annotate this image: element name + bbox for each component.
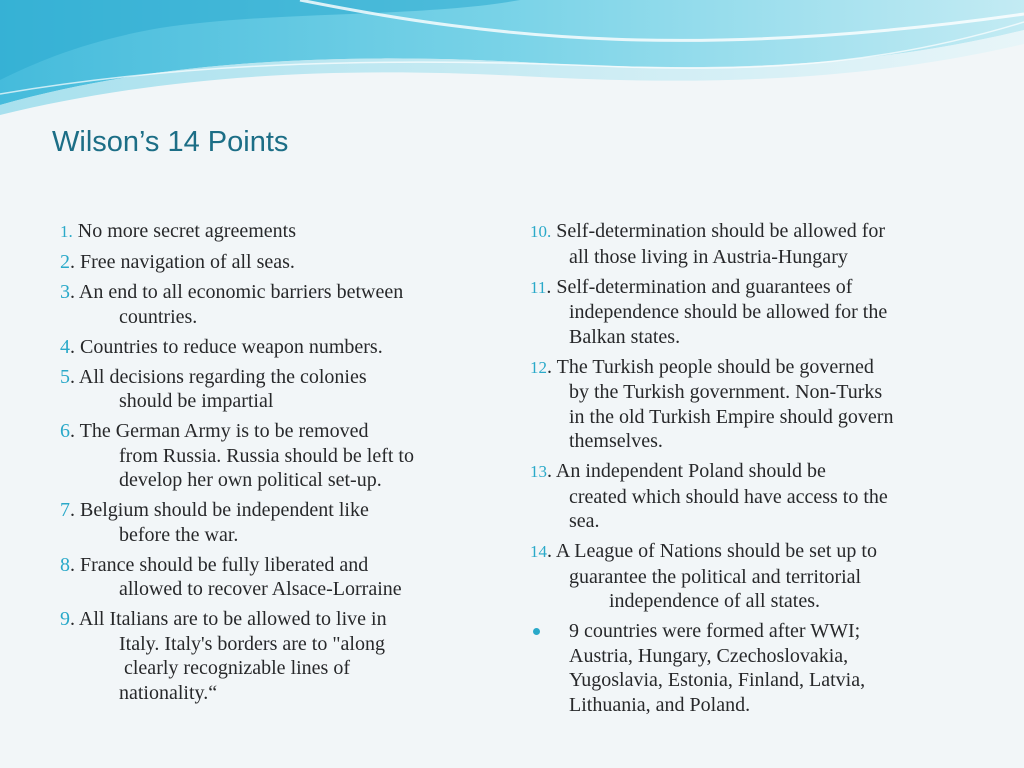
point-text: nationality.“ [119,681,218,704]
point-number: 7 [60,499,70,521]
bullet-text: 9 countries were formed after WWI; [569,620,861,642]
point-text: from Russia. Russia should be left to [119,444,414,467]
point-text: . An independent Poland should be [547,460,826,482]
point-13 [530,459,970,534]
point-3 [60,280,500,329]
point-12 [530,355,970,454]
point-text: allowed to recover Alsace-Lorraine [119,578,402,600]
point-text: independence should be allowed for the [569,301,888,323]
point-9 [60,607,500,705]
bullet-dot-icon [533,628,540,635]
point-text: Balkan states. [569,325,681,348]
point-text: . An end to all economic barriers between [70,281,404,303]
point-5 [60,365,500,414]
point-2 [60,250,500,275]
point-number: 10. [530,222,552,241]
point-number: 11 [530,277,547,297]
point-text: created which should have access to the [569,485,888,508]
point-text: . Belgium should be independent like [70,499,369,521]
point-number: 4 [60,335,70,358]
point-4 [60,335,500,360]
point-text: . Countries to reduce weapon numbers. [70,335,383,358]
slide-title: Wilson’s 14 Points [52,126,289,158]
point-text: . The German Army is to be removed [70,420,369,442]
point-7 [60,498,500,547]
point-text: . France should be fully liberated and [70,553,369,576]
bullet-note [530,619,970,717]
point-14 [530,539,970,614]
point-6 [60,419,500,493]
point-text: should be impartial [119,390,274,412]
point-text: . Self-determination and guarantees of [546,275,853,298]
point-text: all those living in Austria-Hungary [569,245,848,268]
point-text: by the Turkish government. Non-Turks [569,381,883,403]
point-text: . The Turkish people should be governed [547,355,874,378]
point-number: 5 [60,365,70,388]
point-8 [60,553,500,602]
point-number: 2 [60,251,70,273]
points-left-column [60,219,500,711]
header-wave-decoration [0,0,1024,120]
point-10 [530,219,970,269]
bullet-text: Lithuania, and Poland. [569,693,751,716]
point-text: clearly recognizable lines of [119,657,350,679]
bullet-text: Yugoslavia, Estonia, Finland, Latvia, [569,669,866,691]
point-text: before the war. [119,523,239,546]
point-text: . Free navigation of all seas. [70,251,295,273]
point-number: 1. [60,222,73,241]
point-number: 8 [60,553,70,576]
point-text: guarantee the political and territorial [569,565,862,588]
point-number: 13 [530,462,547,481]
point-11 [530,275,970,350]
point-1 [60,219,500,245]
point-number: 12 [530,357,547,377]
point-text: sea. [569,510,600,532]
point-number: 3 [60,281,70,303]
point-text: . All Italians are to be allowed to live in [70,608,387,630]
point-number: 6 [60,420,70,442]
point-text: No more secret agreements [72,220,296,242]
point-text: develop her own political set-up. [119,469,382,491]
point-text: Italy. Italy's borders are to "along [119,632,385,655]
point-number: 14 [530,542,547,561]
point-text: . A League of Nations should be set up to [547,540,877,562]
bullet-text: Austria, Hungary, Czechoslovakia, [569,644,849,667]
point-text: in the old Turkish Empire should govern [569,405,894,428]
point-number: 9 [60,608,70,630]
point-text: Self-determination should be allowed for [551,220,886,242]
point-text: . All decisions regarding the colonies [70,365,367,388]
point-text: independence of all states. [609,590,821,612]
point-text: countries. [119,305,198,328]
points-right-column [530,219,970,723]
point-text: themselves. [569,430,663,452]
